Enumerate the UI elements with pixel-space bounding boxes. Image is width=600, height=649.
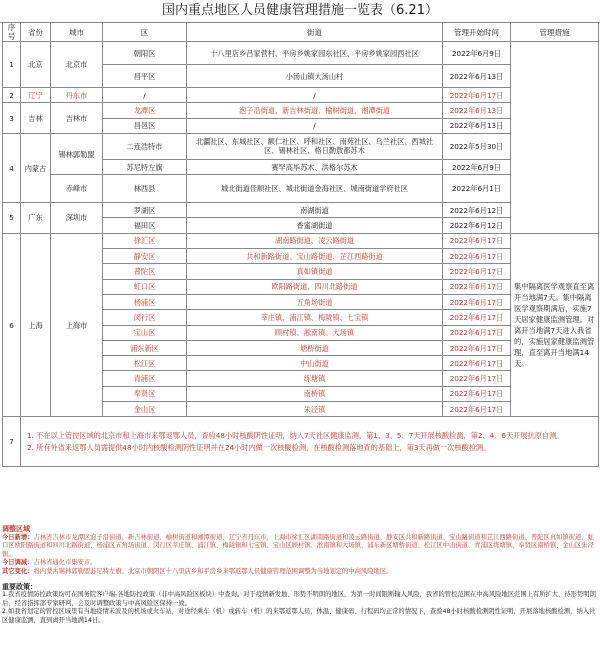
street-cell: 城北街道佳顺社区、城北街道金海社区、城南街道学府社区 bbox=[187, 175, 443, 203]
district-cell: 朝阳区 bbox=[103, 42, 187, 65]
city-cell: 深圳市 bbox=[51, 203, 103, 234]
table-row bbox=[3, 203, 599, 218]
street-cell: 共和新路街道、宝山路街道、芷江西路街道 bbox=[187, 249, 443, 264]
district-cell: 青浦区 bbox=[103, 371, 187, 386]
policy-title: 重要政策： bbox=[2, 582, 37, 591]
district-cell: / bbox=[103, 88, 187, 103]
street-cell: 五角场街道 bbox=[187, 294, 443, 309]
header-start-date: 管理开始时间 bbox=[443, 23, 511, 42]
province-cell: 广东 bbox=[21, 203, 51, 234]
district-cell: 苏尼特左旗 bbox=[103, 159, 187, 174]
province-cell: 吉林 bbox=[21, 103, 51, 134]
date-cell: 2022年6月1日 bbox=[443, 175, 511, 203]
district-cell: 闵行区 bbox=[103, 310, 187, 325]
policy-1: 1.我省疫情防控政策均可在国务院客户端-各地防控政策（非中高风险区板块）中查询。对于疫情新发地、形势不明朗的地区，为第一时间阻断输入风险，我省的管控范围在中高风险地区范围上有所扩大，待形势明朗后，经省指挥部专家研判，会及时调整政策与中高风险区保持一致。 bbox=[2, 591, 596, 607]
district-cell: 普陀区 bbox=[103, 264, 187, 279]
date-cell: 2022年6月13日 bbox=[443, 65, 511, 88]
district-cell: 静安区 bbox=[103, 249, 187, 264]
table-row bbox=[3, 233, 599, 248]
note-2: 2. 所有外省来返鄂人员需提供48小时内核酸检测阴性证明并在24小时内做一次核酸检测，在核酸检测落地查的基础上，第3天再做一次核酸检测。 bbox=[27, 442, 491, 452]
street-cell: 莘庄镇、浦江镇、梅陇镇、七宝镇 bbox=[187, 310, 443, 325]
province-cell: 内蒙古 bbox=[21, 133, 51, 202]
district-cell: 宝山区 bbox=[103, 325, 187, 340]
added-text: 吉林省吉林市龙潭区泡子沿街道、新吉林街道、榆树街道和湘潭街道，辽宁省丹东市，上海市徐汇区湖南路街道和凌云路街道、静安区共和新路街道、宝山路街道和芷江西路街道、普陀区真如镇街道、虹口区欧阳路街道和四川北路街道、杨浦区五角场街道、闵行区莘庄镇、浦江镇、梅陇镇和七宝镇、宝山区顾村镇、淞南镇和大场镇、浦东新区塘桥街道、松江区中山街道、青浦区练塘镇、奉贤区南桥镇、金山区朱泾镇。 bbox=[2, 533, 594, 558]
district-cell: 金山区 bbox=[103, 402, 187, 417]
date-cell: 2022年6月17日 bbox=[443, 88, 511, 103]
date-cell: 2022年6月9日 bbox=[443, 42, 511, 65]
date-cell: 2022年6月17日 bbox=[443, 294, 511, 309]
measure-cell-top bbox=[511, 42, 599, 234]
district-cell: 龙潭区 bbox=[103, 103, 187, 118]
added-label: 今日新增： bbox=[2, 533, 34, 541]
adjust-title: 调整区域 bbox=[2, 525, 30, 533]
street-cell: 顾村镇、淞南镇、大场镇 bbox=[187, 325, 443, 340]
district-cell: 虹口区 bbox=[103, 279, 187, 294]
district-cell: 松江区 bbox=[103, 356, 187, 371]
district-cell: 浦东新区 bbox=[103, 340, 187, 355]
adjusted-line bbox=[2, 559, 596, 568]
district-cell: 昌邑区 bbox=[103, 118, 187, 133]
date-cell: 2022年6月17日 bbox=[443, 371, 511, 386]
date-cell: 2022年6月13日 bbox=[443, 103, 511, 118]
page-title: 国内重点地区人员健康管理措施一览表（6.21） bbox=[0, 0, 600, 23]
date-cell: 2022年6月17日 bbox=[443, 386, 511, 401]
city-cell: 赤峰市 bbox=[51, 175, 103, 203]
management-table bbox=[2, 22, 599, 467]
province-cell: 上海 bbox=[21, 233, 51, 417]
row-no: 1 bbox=[3, 42, 21, 88]
street-cell: 真如镇街道 bbox=[187, 264, 443, 279]
date-cell: 2022年6月17日 bbox=[443, 249, 511, 264]
header-street: 街道 bbox=[187, 23, 443, 42]
row-no: 2 bbox=[3, 88, 21, 103]
row-no: 5 bbox=[3, 203, 21, 234]
other-label: 其它变化： bbox=[2, 567, 34, 575]
district-cell: 二连浩特市 bbox=[103, 133, 187, 159]
date-cell: 2022年6月17日 bbox=[443, 233, 511, 248]
district-cell: 昌平区 bbox=[103, 65, 187, 88]
street-cell: 朱泾镇 bbox=[187, 402, 443, 417]
table-row bbox=[3, 103, 599, 118]
measure-cell: 集中隔离医学观察直至离开当地满7天。集中隔离医学观察期满后，实施7天居家健康监测管理。对离开当地满7天进入我省的，实施居家健康监测管理，直至离开当地满14天。 bbox=[511, 233, 599, 417]
district-cell: 杨浦区 bbox=[103, 294, 187, 309]
street-cell: 赛罕高毕苏木、洪格尔苏木 bbox=[187, 159, 443, 174]
date-cell: 2022年6月9日 bbox=[443, 159, 511, 174]
date-cell: 2022年6月17日 bbox=[443, 310, 511, 325]
header-no: 序号 bbox=[3, 23, 21, 42]
street-cell: 南湖街道 bbox=[187, 203, 443, 218]
district-cell: 徐汇区 bbox=[103, 233, 187, 248]
bottom-section bbox=[2, 525, 596, 626]
note-1: 1. 不在以上管控区域的北京市和上海市来鄂返鄂人员，查验48小时核酸阴性证明，纳入7天社区健康监测，第1、3、5、7天开展核酸检测，第2、4、6天开展抗原自测。 bbox=[27, 430, 564, 440]
header-province: 省份 bbox=[21, 23, 51, 42]
date-cell: 2022年6月17日 bbox=[443, 325, 511, 340]
district-cell: 罗湖区 bbox=[103, 203, 187, 218]
header-district: 区 bbox=[103, 23, 187, 42]
table-row bbox=[3, 88, 599, 103]
street-cell: 练塘镇 bbox=[187, 371, 443, 386]
street-cell: 北疆社区、东城社区、额仁社区、呼和社区、南苑社区、乌兰社区、西城社区、锡林社区、格日勒敖都苏木 bbox=[187, 133, 443, 159]
street-cell: 湖南路街道、凌云路街道 bbox=[187, 233, 443, 248]
table-row bbox=[3, 133, 599, 159]
row-no: 7 bbox=[3, 417, 21, 467]
policy-2: 2.如我省划定的管控区域里有当地疫情未波及的机场或火车站，对途经乘车（机）或转车（机）的来鄂返鄂人员，体温、健康码、行程码均正常的情况下，查验48小时核酸检测阴性证明，开展落地核酸检测，纳入社区健康监测，直到离开当地满14日。 bbox=[2, 608, 596, 624]
date-cell: 2022年6月17日 bbox=[443, 279, 511, 294]
city-cell: 上海市 bbox=[51, 233, 103, 417]
street-cell: 十八里店乡吕家营村、平房乡姚家园东社区、平房乡姚家园西社区 bbox=[187, 42, 443, 65]
date-cell: 2022年6月12日 bbox=[443, 203, 511, 218]
notes-cell bbox=[21, 417, 599, 467]
adjusted-text: 吉林省通化市集安市。 bbox=[33, 559, 97, 567]
street-cell: 欧阳路街道、四川北路街道 bbox=[187, 279, 443, 294]
street-cell: 泡子沿街道、新吉林街道、榆树街道、湘潭街道 bbox=[187, 103, 443, 118]
city-cell: 吉林市 bbox=[51, 103, 103, 134]
district-cell: 奉贤区 bbox=[103, 386, 187, 401]
table-row bbox=[3, 417, 599, 467]
street-cell: 香蜜湖街道 bbox=[187, 218, 443, 233]
other-line bbox=[2, 568, 596, 577]
date-cell: 2022年6月17日 bbox=[443, 402, 511, 417]
province-cell: 辽宁 bbox=[21, 88, 51, 103]
date-cell: 2022年6月17日 bbox=[443, 340, 511, 355]
street-cell: / bbox=[187, 118, 443, 133]
district-cell: 林西县 bbox=[103, 175, 187, 203]
street-cell: 塘桥街道 bbox=[187, 340, 443, 355]
row-no: 3 bbox=[3, 103, 21, 134]
city-cell: 丹东市 bbox=[51, 88, 103, 103]
header-measures: 管理措施 bbox=[511, 23, 599, 42]
other-text: 将内蒙古锡林郭勒盟苏尼特左旗、北京市朝阳区十八里店乡和平房乡来鄂返鄂人员健康管理范围调整为当地划定的中高风险地区。 bbox=[33, 567, 393, 575]
date-cell: 2022年6月17日 bbox=[443, 356, 511, 371]
table-row bbox=[3, 42, 599, 65]
street-cell: 小汤山镇大汤山村 bbox=[187, 65, 443, 88]
district-cell: 福田区 bbox=[103, 218, 187, 233]
street-cell: / bbox=[187, 88, 443, 103]
street-cell: 中山街道 bbox=[187, 356, 443, 371]
date-cell: 2022年6月13日 bbox=[443, 118, 511, 133]
table-row bbox=[3, 175, 599, 203]
adjusted-label: 今日调减： bbox=[2, 559, 34, 567]
row-no: 4 bbox=[3, 133, 21, 202]
street-cell: 南桥镇 bbox=[187, 386, 443, 401]
date-cell: 2022年6月12日 bbox=[443, 218, 511, 233]
date-cell: 2022年6月17日 bbox=[443, 264, 511, 279]
city-cell: 北京市 bbox=[51, 42, 103, 88]
header-city: 城市 bbox=[51, 23, 103, 42]
province-cell: 北京 bbox=[21, 42, 51, 88]
added-line bbox=[2, 534, 596, 560]
row-no: 6 bbox=[3, 233, 21, 417]
city-cell: 锡林郭勒盟 bbox=[51, 133, 103, 174]
date-cell: 2022年5月30日 bbox=[443, 133, 511, 159]
